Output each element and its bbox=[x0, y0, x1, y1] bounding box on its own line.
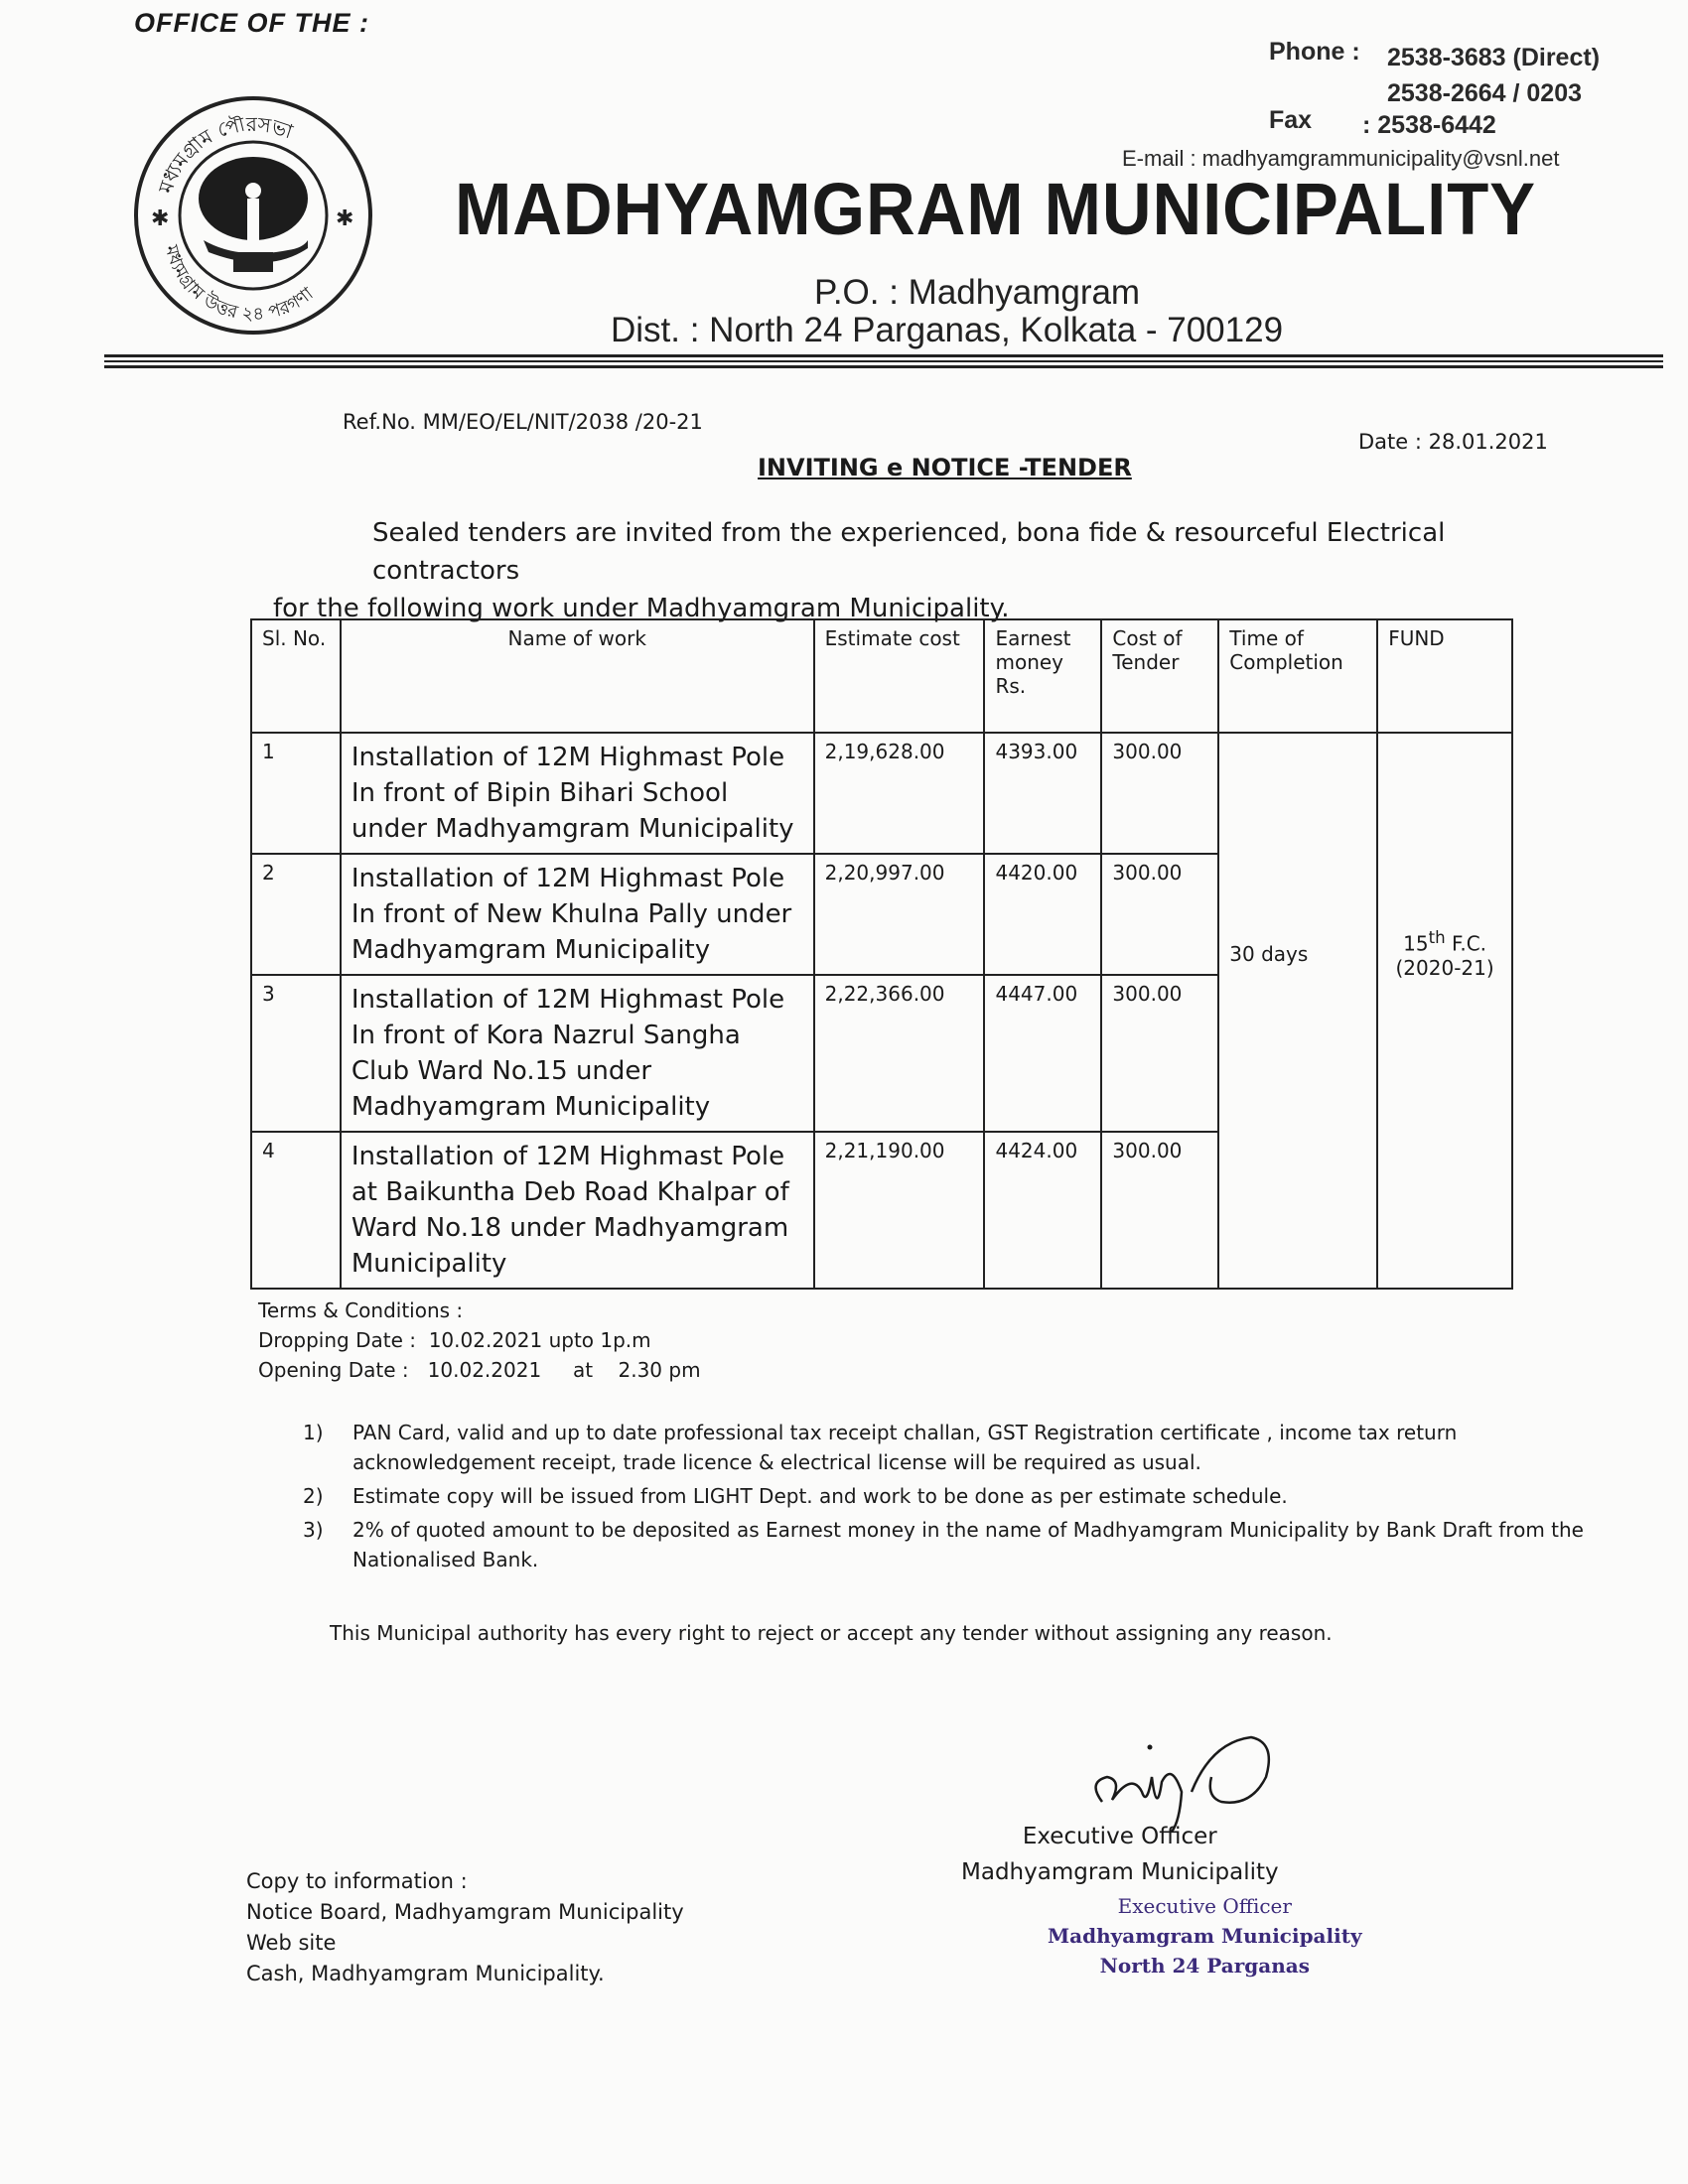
condition-text: Estimate copy will be issued from LIGHT Dept. and work to be done as per estimate schedule. bbox=[352, 1484, 1288, 1508]
row-sl: 2 bbox=[251, 854, 341, 975]
row-estimate: 2,20,997.00 bbox=[814, 854, 985, 975]
terms-title: Terms & Conditions : bbox=[258, 1298, 464, 1322]
row-sl: 3 bbox=[251, 975, 341, 1132]
col-estimate-cost: Estimate cost bbox=[814, 619, 985, 733]
fund-year: (2020-21) bbox=[1395, 955, 1494, 980]
header-rule-mid bbox=[104, 360, 1663, 362]
fax-label: Fax bbox=[1269, 106, 1313, 134]
dropping-date: Dropping Date : 10.02.2021 upto 1p.m bbox=[258, 1328, 651, 1352]
tender-table bbox=[250, 618, 1513, 1290]
row-estimate: 2,22,366.00 bbox=[814, 975, 985, 1132]
intro-line-2: for the following work under Madhyamgram Municipality. bbox=[273, 594, 1010, 623]
table-header-row bbox=[251, 619, 1512, 733]
intro-paragraph bbox=[273, 514, 1564, 627]
phone-label: Phone : bbox=[1269, 38, 1360, 66]
fax-value: : 2538-6442 bbox=[1362, 111, 1496, 139]
row-cost: 300.00 bbox=[1101, 854, 1218, 975]
list-item bbox=[303, 1515, 1584, 1574]
terms-block bbox=[258, 1296, 701, 1385]
row-estimate: 2,19,628.00 bbox=[814, 733, 985, 854]
signatory-office: Madhyamgram Municipality bbox=[961, 1859, 1279, 1885]
reference-number: Ref.No. MM/EO/EL/NIT/2038 /20-21 bbox=[343, 410, 703, 434]
row-sl: 1 bbox=[251, 733, 341, 854]
fund-number: 15 bbox=[1403, 931, 1429, 956]
col-earnest-money: Earnest money Rs. bbox=[984, 619, 1101, 733]
phone-other: 2538-2664 / 0203 bbox=[1387, 79, 1583, 107]
stamp-line-2: Madhyamgram Municipality bbox=[1048, 1924, 1362, 1948]
row-work: Installation of 12M Highmast Pole at Baikuntha Deb Road Khalpar of Ward No.18 under Madhyamgram Municipality bbox=[341, 1132, 814, 1289]
header-rule-top bbox=[104, 354, 1663, 357]
row-estimate: 2,21,190.00 bbox=[814, 1132, 985, 1289]
district-address: Dist. : North 24 Parganas, Kolkata - 700129 bbox=[611, 311, 1284, 349]
svg-text:✱: ✱ bbox=[336, 206, 354, 231]
svg-text:✱: ✱ bbox=[151, 206, 170, 231]
email-address: E-mail : madhyamgrammunicipality@vsnl.net bbox=[1122, 146, 1560, 171]
row-work: Installation of 12M Highmast Pole In front of Kora Nazrul Sangha Club Ward No.15 under Madhyamgram Municipality bbox=[341, 975, 814, 1132]
official-stamp bbox=[1048, 1891, 1362, 1980]
post-office: P.O. : Madhyamgram bbox=[814, 273, 1141, 312]
list-item bbox=[303, 1481, 1584, 1511]
col-cost-of-tender: Cost of Tender bbox=[1101, 619, 1218, 733]
svg-text:মধ্যমগ্রাম পৌরসভা: মধ্যমগ্রাম পৌরসভা bbox=[153, 111, 296, 197]
condition-number: 2) bbox=[303, 1484, 324, 1508]
stamp-line-1: Executive Officer bbox=[1117, 1894, 1292, 1918]
col-sl-no: Sl. No. bbox=[251, 619, 341, 733]
list-item bbox=[303, 1418, 1584, 1477]
row-cost: 300.00 bbox=[1101, 1132, 1218, 1289]
conditions-list bbox=[303, 1418, 1584, 1578]
condition-number: 3) bbox=[303, 1518, 324, 1542]
row-sl: 4 bbox=[251, 1132, 341, 1289]
row-work: Installation of 12M Highmast Pole In front of Bipin Bihari School under Madhyamgram Municipality bbox=[341, 733, 814, 854]
fund-cell bbox=[1377, 733, 1512, 1289]
row-work: Installation of 12M Highmast Pole In front of New Khulna Pally under Madhyamgram Municipality bbox=[341, 854, 814, 975]
stamp-line-3: North 24 Parganas bbox=[1099, 1954, 1310, 1978]
table-row bbox=[251, 733, 1512, 854]
signature-block bbox=[961, 1819, 1279, 1890]
row-earnest: 4393.00 bbox=[984, 733, 1101, 854]
row-cost: 300.00 bbox=[1101, 733, 1218, 854]
municipality-title: MADHYAMGRAM MUNICIPALITY bbox=[455, 168, 1537, 250]
list-item: Notice Board, Madhyamgram Municipality bbox=[246, 1900, 684, 1924]
intro-line-1: Sealed tenders are invited from the experienced, bona fide & resourceful Electrical contractors bbox=[372, 518, 1446, 586]
copy-to-title: Copy to information : bbox=[246, 1869, 468, 1893]
copy-to-block bbox=[246, 1866, 684, 1989]
row-earnest: 4424.00 bbox=[984, 1132, 1101, 1289]
col-time-of-completion: Time of Completion bbox=[1218, 619, 1377, 733]
row-earnest: 4420.00 bbox=[984, 854, 1101, 975]
opening-date: Opening Date : 10.02.2021 at 2.30 pm bbox=[258, 1358, 701, 1382]
svg-text:মধ্যমগ্রাম উত্তর ২৪ পরগণা: মধ্যমগ্রাম উত্তর ২৪ পরগণা bbox=[160, 242, 318, 326]
office-label: OFFICE OF THE : bbox=[134, 8, 369, 38]
row-cost: 300.00 bbox=[1101, 975, 1218, 1132]
phone-direct: 2538-3683 (Direct) bbox=[1387, 44, 1601, 71]
signatory-title: Executive Officer bbox=[1022, 1824, 1217, 1849]
row-earnest: 4447.00 bbox=[984, 975, 1101, 1132]
fund-suffix: th bbox=[1428, 928, 1446, 948]
condition-text: 2% of quoted amount to be deposited as Earnest money in the name of Madhyamgram Municipality by Bank Draft from the Nationalised Bank. bbox=[352, 1518, 1584, 1571]
fund-name: F.C. bbox=[1445, 931, 1487, 956]
time-of-completion bbox=[1218, 733, 1377, 1289]
municipality-seal-logo bbox=[129, 91, 377, 340]
notice-heading: INVITING e NOTICE -TENDER bbox=[758, 454, 1132, 481]
col-fund: FUND bbox=[1377, 619, 1512, 733]
condition-number: 1) bbox=[303, 1421, 324, 1444]
reject-note: This Municipal authority has every right to reject or accept any tender without assigning any reason. bbox=[330, 1621, 1333, 1645]
notice-date: Date : 28.01.2021 bbox=[1358, 430, 1548, 454]
list-item: Cash, Madhyamgram Municipality. bbox=[246, 1962, 605, 1985]
condition-text: PAN Card, valid and up to date professional tax receipt challan, GST Registration certificate , income tax return acknowledgement receipt, trade licence & electrical license will be required as usual. bbox=[352, 1421, 1458, 1474]
header-rule-bottom bbox=[104, 365, 1663, 368]
list-item: Web site bbox=[246, 1931, 337, 1955]
completion-value: 30 days bbox=[1229, 942, 1309, 966]
col-name-of-work: Name of work bbox=[341, 619, 814, 733]
